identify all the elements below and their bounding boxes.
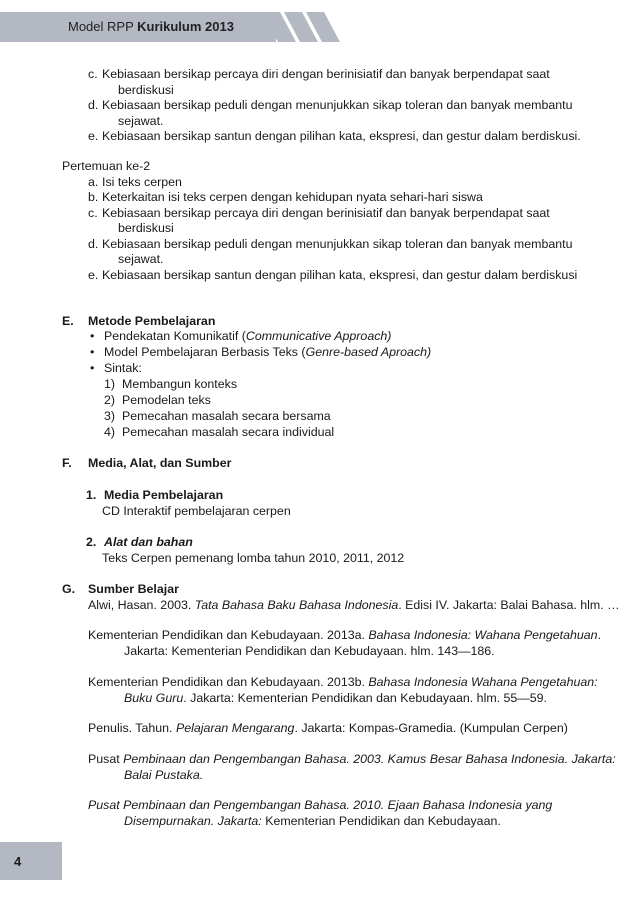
reference-entry: Pusat Pembinaan dan Pengembangan Bahasa. 2010. Ejaan Bahasa Indonesia yang xyxy=(88,798,553,812)
list-item-continued: sejawat. xyxy=(118,114,164,128)
reference-entry: Alwi, Hasan. 2003. Tata Bahasa Baku Bahasa Indonesia. Edisi IV. Jakarta: Balai Bahasa. hlm. … xyxy=(88,598,620,612)
bullet-icon: • xyxy=(90,329,95,343)
list-label: d. xyxy=(88,237,99,251)
reference-entry: Pusat Pembinaan dan Pengembangan Bahasa. 2003. Kamus Besar Bahasa Indonesia. Jakarta: xyxy=(88,752,616,766)
bullet-item: Model Pembelajaran Berbasis Teks (Genre-based Aproach) xyxy=(104,345,432,359)
bullet-icon: • xyxy=(90,361,95,375)
list-label: c. xyxy=(88,67,98,81)
list-label: c. xyxy=(88,206,98,220)
list-item: Isi teks cerpen xyxy=(102,175,182,189)
bullet-item: Pendekatan Komunikatif (Communicative Approach) xyxy=(104,329,392,343)
page-header xyxy=(0,0,638,44)
reference-entry-continued: Balai Pustaka. xyxy=(124,768,204,782)
subsection-text: CD Interaktif pembelajaran cerpen xyxy=(102,504,291,518)
reference-entry: Kementerian Pendidikan dan Kebudayaan. 2013a. Bahasa Indonesia: Wahana Pengetahuan. xyxy=(88,628,602,642)
list-label: a. xyxy=(88,175,99,189)
step-text: Pemodelan teks xyxy=(122,393,211,407)
list-item: Kebiasaan bersikap percaya diri dengan berinisiatif dan banyak berpendapat saat xyxy=(102,206,550,220)
subsection-title: Alat dan bahan xyxy=(104,535,193,549)
list-label: e. xyxy=(88,129,99,143)
list-label: b. xyxy=(88,190,99,204)
list-item-continued: berdiskusi xyxy=(118,221,174,235)
section-letter: E. xyxy=(62,314,74,328)
section-title: Media, Alat, dan Sumber xyxy=(88,456,232,470)
list-item: Kebiasaan bersikap santun dengan pilihan kata, ekspresi, dan gestur dalam berdiskusi xyxy=(102,268,578,282)
section-letter: F. xyxy=(62,456,72,470)
bullet-item: Sintak: xyxy=(104,361,142,375)
page-number: 4 xyxy=(14,854,22,869)
reference-entry: Kementerian Pendidikan dan Kebudayaan. 2013b. Bahasa Indonesia Wahana Pengetahuan: xyxy=(88,675,598,689)
meeting2-title: Pertemuan ke-2 xyxy=(62,159,151,173)
subsection-number: 2. xyxy=(86,535,97,549)
step-text: Pemecahan masalah secara bersama xyxy=(122,409,331,423)
step-text: Pemecahan masalah secara individual xyxy=(122,425,335,439)
reference-entry-continued: Buku Guru. Jakarta: Kementerian Pendidikan dan Kebudayaan. hlm. 55—59. xyxy=(124,691,547,705)
subsection-title: Media Pembelajaran xyxy=(104,488,224,502)
subsection-text: Teks Cerpen pemenang lomba tahun 2010, 2011, 2012 xyxy=(102,551,405,565)
header-stripes-decoration xyxy=(240,12,340,42)
page-number-box xyxy=(0,842,62,880)
list-item-continued: sejawat. xyxy=(118,252,164,266)
bullet-icon: • xyxy=(90,345,95,359)
reference-entry-continued: Jakarta: Kementerian Pendidikan dan Kebudayaan. hlm. 143—186. xyxy=(124,644,495,658)
section-title: Metode Pembelajaran xyxy=(88,314,216,328)
list-item: Kebiasaan bersikap peduli dengan menunjukkan sikap toleran dan banyak membantu xyxy=(102,98,573,112)
step-number: 4) xyxy=(104,425,116,439)
step-text: Membangun konteks xyxy=(122,377,238,391)
list-label: e. xyxy=(88,268,99,282)
step-number: 3) xyxy=(104,409,116,423)
list-label: d. xyxy=(88,98,99,112)
list-item: Keterkaitan isi teks cerpen dengan kehidupan nyata sehari-hari siswa xyxy=(102,190,483,204)
list-item: Kebiasaan bersikap peduli dengan menunjukkan sikap toleran dan banyak membantu xyxy=(102,237,573,251)
step-number: 2) xyxy=(104,393,116,407)
section-title: Sumber Belajar xyxy=(88,582,179,596)
step-number: 1) xyxy=(104,377,116,391)
reference-entry-continued: Disempurnakan. Jakarta: Kementerian Pendidikan dan Kebudayaan. xyxy=(124,814,501,828)
reference-entry: Penulis. Tahun. Pelajaran Mengarang. Jakarta: Kompas-Gramedia. (Kumpulan Cerpen) xyxy=(88,721,568,735)
section-letter: G. xyxy=(62,582,76,596)
list-item-continued: berdiskusi xyxy=(118,83,174,97)
list-item: Kebiasaan bersikap santun dengan pilihan kata, ekspresi, dan gestur dalam berdiskusi. xyxy=(102,129,581,143)
list-item: Kebiasaan bersikap percaya diri dengan berinisiatif dan banyak berpendapat saat xyxy=(102,67,550,81)
header-title: Model RPP Kurikulum 2013 xyxy=(68,19,234,34)
subsection-number: 1. xyxy=(86,488,97,502)
